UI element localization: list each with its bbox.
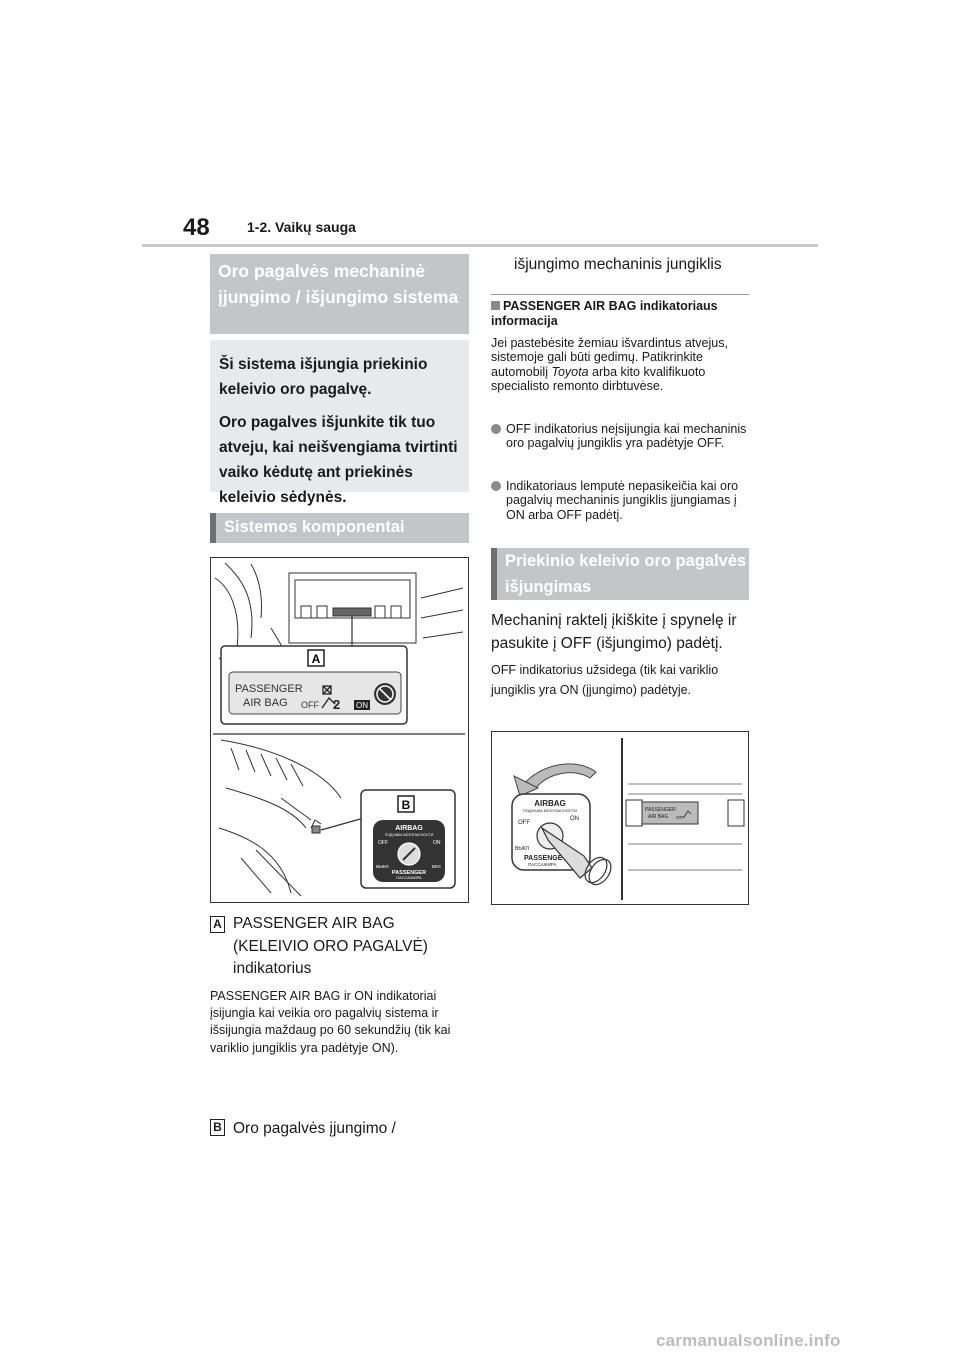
switch-airbag-text: AIRBAG (395, 825, 423, 832)
switch-passenger-ru-text: ПАССАЖИРА (396, 875, 422, 880)
switch-on-text: ON (433, 840, 441, 846)
indicator-off-text: OFF (676, 815, 685, 820)
bullet-item-1 (491, 422, 749, 451)
deactivation-heading: Priekinio keleivio oro pagalvės išjungimas (491, 548, 749, 600)
switch-airbag-ru-text: ПОДУШКА БЕЗОПАСНОСТИ (384, 833, 434, 837)
callout-b: B (401, 798, 411, 812)
bullet-text-2: Indikatoriaus lemputė nepasikeičia kai oro pagalvių mechaninis jungiklis įjungiamas į ON arba OFF padėtį. (506, 479, 739, 522)
components-drawing (211, 558, 467, 901)
instruction-note: OFF indikatorius užsidega (tik kai variklio jungiklis yra ON (įjungimo) padėtyje. (491, 663, 719, 697)
notice-line-1: Ši sistema išjungia priekinio keleivio oro pagalvę. (219, 356, 428, 398)
switch-off-text: OFF (378, 840, 388, 846)
component-a-description: PASSENGER AIR BAG ir ON indikatoriai įsijungia kai veikia oro pagalvių sistema ir išsijungia maždaug po 60 sekundžių (tik kai variklio jungiklis yra padėtyje ON). (210, 989, 451, 1055)
indicator-info-heading (491, 299, 749, 328)
notice-line-2: Oro pagalves išjunkite tik tuo atveju, kai neišvengiama tvirtinti vaiko kėdutę ant priekinės keleivio sėdynės. (219, 414, 458, 506)
notice-box (210, 340, 469, 506)
indicator-on-text: ON (356, 701, 368, 710)
indicator-info-heading-text: PASSENGER AIR BAG indikatoriaus informacija (491, 299, 718, 328)
circle-bullet-icon (491, 424, 501, 434)
circle-bullet-icon (491, 481, 501, 491)
bullet-item-2 (491, 479, 749, 522)
instruction-text: Mechaninį raktelį įkiškite į spynelę ir pasukite į OFF (išjungimo) padėtį. (491, 612, 737, 652)
airbag-off-icon (374, 683, 396, 705)
svg-text:2: 2 (333, 697, 341, 712)
callout-a: A (311, 652, 321, 666)
watermark: carmanualsonline.info (656, 1331, 841, 1350)
components-illustration (210, 557, 469, 903)
bullet-text-1: OFF indikatorius neįsijungia kai mechaninis oro pagalvių jungiklis yra padėtyje OFF. (506, 422, 747, 451)
switch-passenger-text: PASSENGER (391, 870, 427, 876)
brand-name: Toyota (551, 364, 589, 379)
switch-airbag-text: AIRBAG (534, 799, 566, 808)
indicator-info-body (491, 336, 749, 393)
header-divider (142, 244, 818, 247)
main-heading: Oro pagalvės mechaninė įjungimo / išjungimo sistema (210, 254, 469, 334)
indicator-passenger-text: PASSENGER (235, 683, 303, 695)
switch-off-text: OFF (518, 820, 530, 826)
component-b-title: Oro pagalvės įjungimo / (233, 1120, 396, 1137)
switch-on-ru-text: ВКЛ (432, 864, 441, 869)
key-switch-drawing (492, 732, 747, 903)
switch-off-ru-text: ВЫКЛ (515, 846, 529, 852)
passenger-airbag-indicator (642, 802, 698, 824)
section-divider (491, 294, 749, 295)
body-text-after: arba kito kvalifikuoto specialisto remonto dirbtuvėse. (491, 364, 706, 393)
indicator-off-text: OFF (301, 700, 319, 710)
switch-on-text: ON (570, 816, 579, 822)
components-heading: Sistemos komponentai (210, 513, 469, 543)
switch-passenger-ru-text: ПАССАЖИРА (528, 862, 557, 867)
section-title: 1-2. Vaikų sauga (247, 219, 356, 235)
page-number: 48 (183, 214, 210, 241)
airbag-key-switch (373, 820, 445, 882)
key-switch-illustration (491, 731, 749, 905)
rotate-arrow-icon (514, 764, 596, 796)
switch-airbag-ru-text: ПОДУШКА БЕЗОПАСНОСТИ (522, 808, 578, 813)
indicator-airbag-text: AIR BAG (243, 697, 288, 709)
label-b-box: B (210, 1119, 225, 1136)
square-bullet-icon (491, 301, 500, 310)
label-a-box: A (210, 916, 225, 933)
switch-off-ru-text: ВЫКЛ (376, 864, 389, 869)
indicator-passenger-text: PASSENGER (645, 807, 676, 813)
indicator-airbag-text: AIR BAG (648, 814, 669, 820)
component-b-continuation: išjungimo mechaninis jungiklis (514, 256, 722, 273)
switch-passenger-text: PASSENGE (524, 855, 563, 862)
component-a-title: PASSENGER AIR BAG (KELEIVIO ORO PAGALVĖ) indikatorius (233, 915, 428, 977)
body-text-before: Jei pastebėsite žemiau išvardintus atvejus, sistemoje gali būti gedimų. Patikrinkite automobilį (491, 336, 728, 379)
